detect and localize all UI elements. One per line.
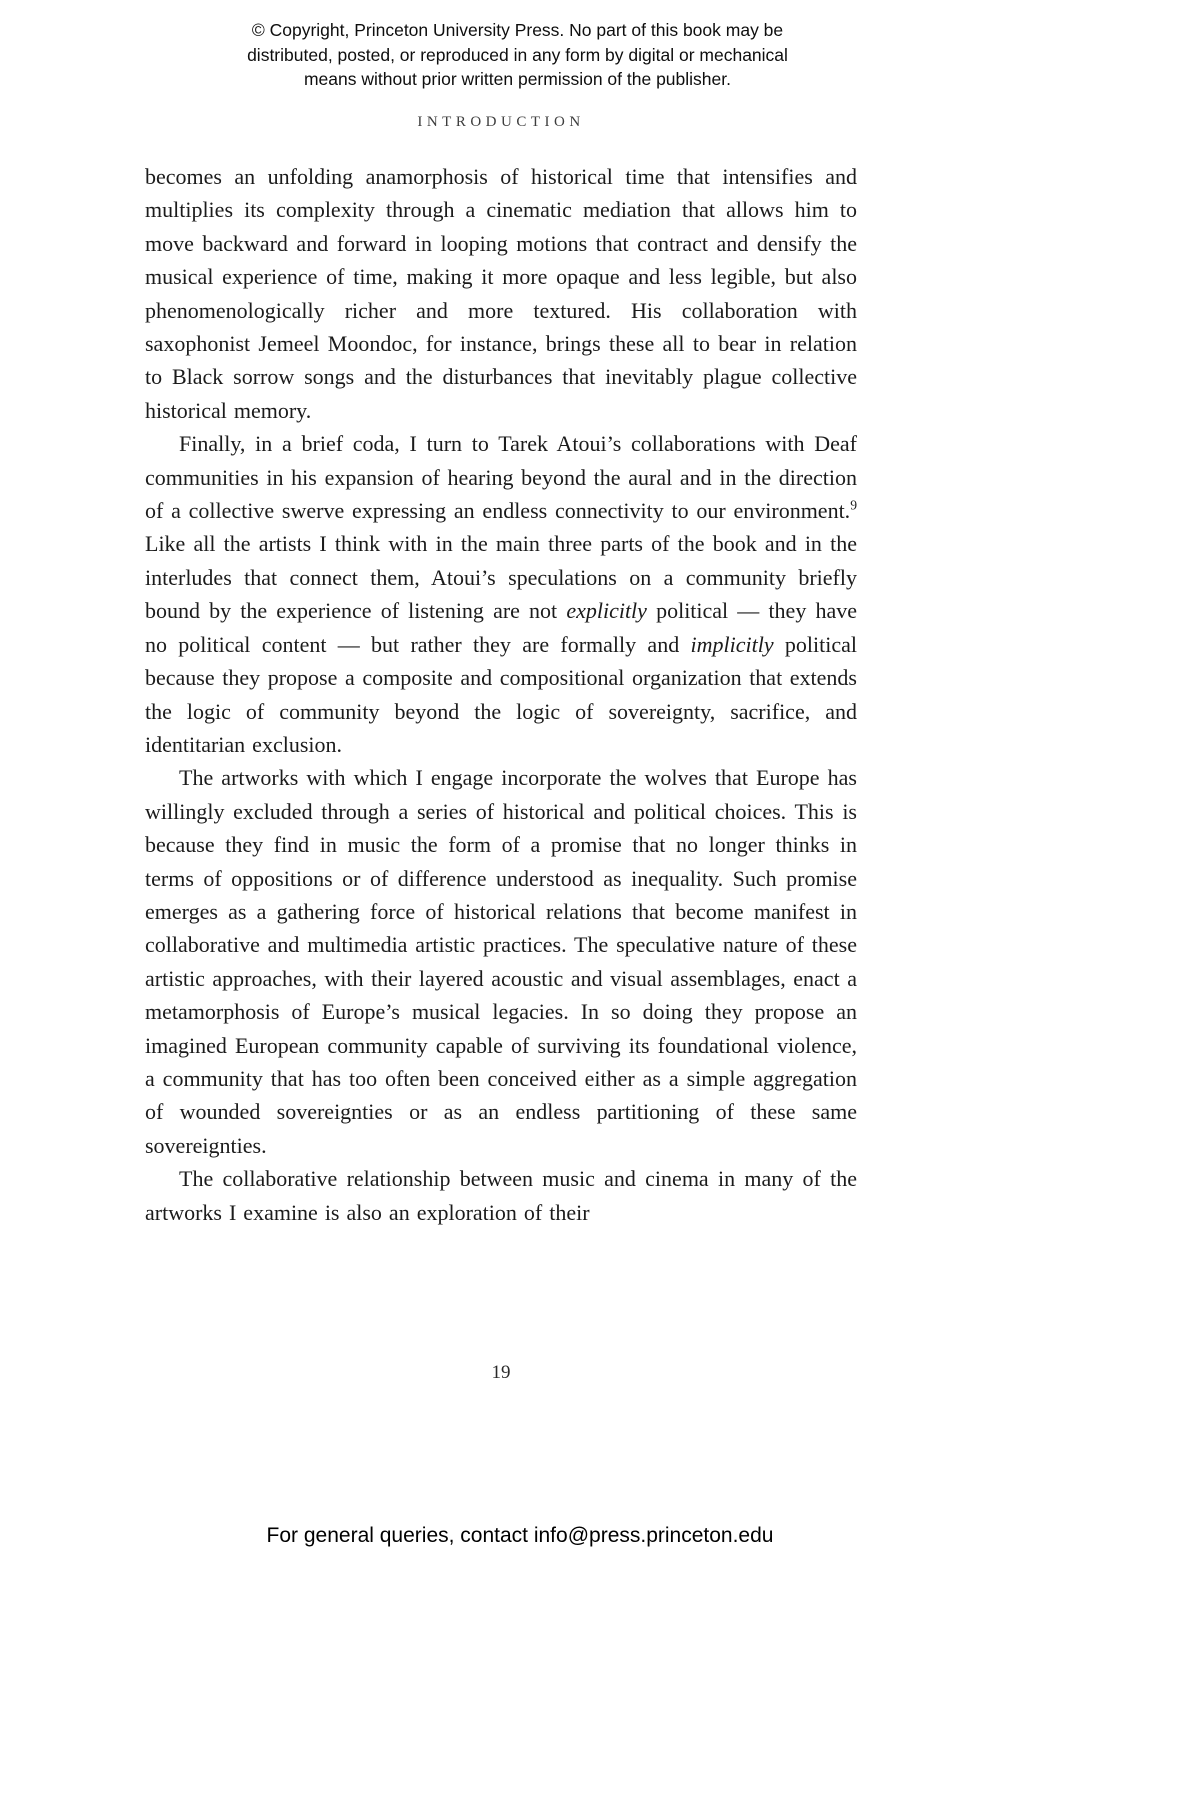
text-run: The artworks with which I engage incorporate the wolves that Europe has willingly excluded through a series of historical and political choices. This is because they find in music the form of a promise that no longer thinks in terms of oppositions or of difference understood as inequality. Such promise emerges as a gathering force of historical relations that become manifest in collaborative and multimedia artistic practices. The speculative nature of these artistic approaches, with their layered acoustic and visual assemblages, enact a metamorphosis of Europe’s musical legacies. In so doing they propose an imagined European community capable of surviving its foundational violence, a community that has too often been conceived either as a simple aggregation of wounded sovereignties or as an endless partitioning of these same sovereignties. [145, 765, 857, 1158]
footer-query-line: For general queries, contact info@press.princeton.edu [266, 1524, 774, 1547]
body-text [145, 160, 857, 1229]
paragraph [145, 761, 857, 1162]
copyright-line: distributed, posted, or reproduced in any form by digital or mechanical [247, 44, 788, 65]
copyright-line: © Copyright, Princeton University Press. No part of this book may be [251, 20, 784, 40]
running-head: INTRODUCTION [417, 114, 585, 130]
italic-text: implicitly [690, 631, 774, 657]
text-run: Finally, in a brief coda, I turn to Tarek Atoui’s collaborations with Deaf communities in his expansion of hearing beyond the aural and in the direction of a collective swerve expressing an endless connectivity to our environment. [145, 431, 857, 524]
text-run: becomes an unfolding anamorphosis of historical time that intensifies and multiplies its complexity through a cinematic mediation that allows him to move backward and forward in looping motions that contract and densify the musical experience of time, making it more opaque and less legible, but also phenomenologically richer and more textured. His collaboration with saxophonist Jemeel Moondoc, for instance, brings these all to bear in relation to Black sorrow songs and the disturbances that inevitably plague collective historical memory. [145, 164, 857, 423]
footnote-reference: 9 [850, 497, 857, 513]
text-run: political — they have no political content — but rather they are formally and [145, 598, 857, 657]
text-run: The collaborative relationship between music and cinema in many of the artworks I examine is also an exploration of their [145, 1166, 857, 1225]
italic-text: explicitly [566, 598, 647, 624]
text-run: political because they propose a composite and compositional organization that extends the logic of community beyond the logic of sovereignty, sacrifice, and identitarian exclusion. [145, 631, 857, 757]
copyright-notice [210, 18, 825, 92]
text-run: Like all the artists I think with in the main three parts of the book and in the interludes that connect them, Atoui’s speculations on a community briefly bound by the experience of listening are not [145, 531, 857, 624]
paragraph [145, 160, 857, 427]
paragraph [145, 427, 857, 761]
copyright-line: means without prior written permission of the publisher. [303, 69, 731, 89]
page-number: 19 [491, 1362, 511, 1383]
paragraph [145, 1162, 857, 1229]
